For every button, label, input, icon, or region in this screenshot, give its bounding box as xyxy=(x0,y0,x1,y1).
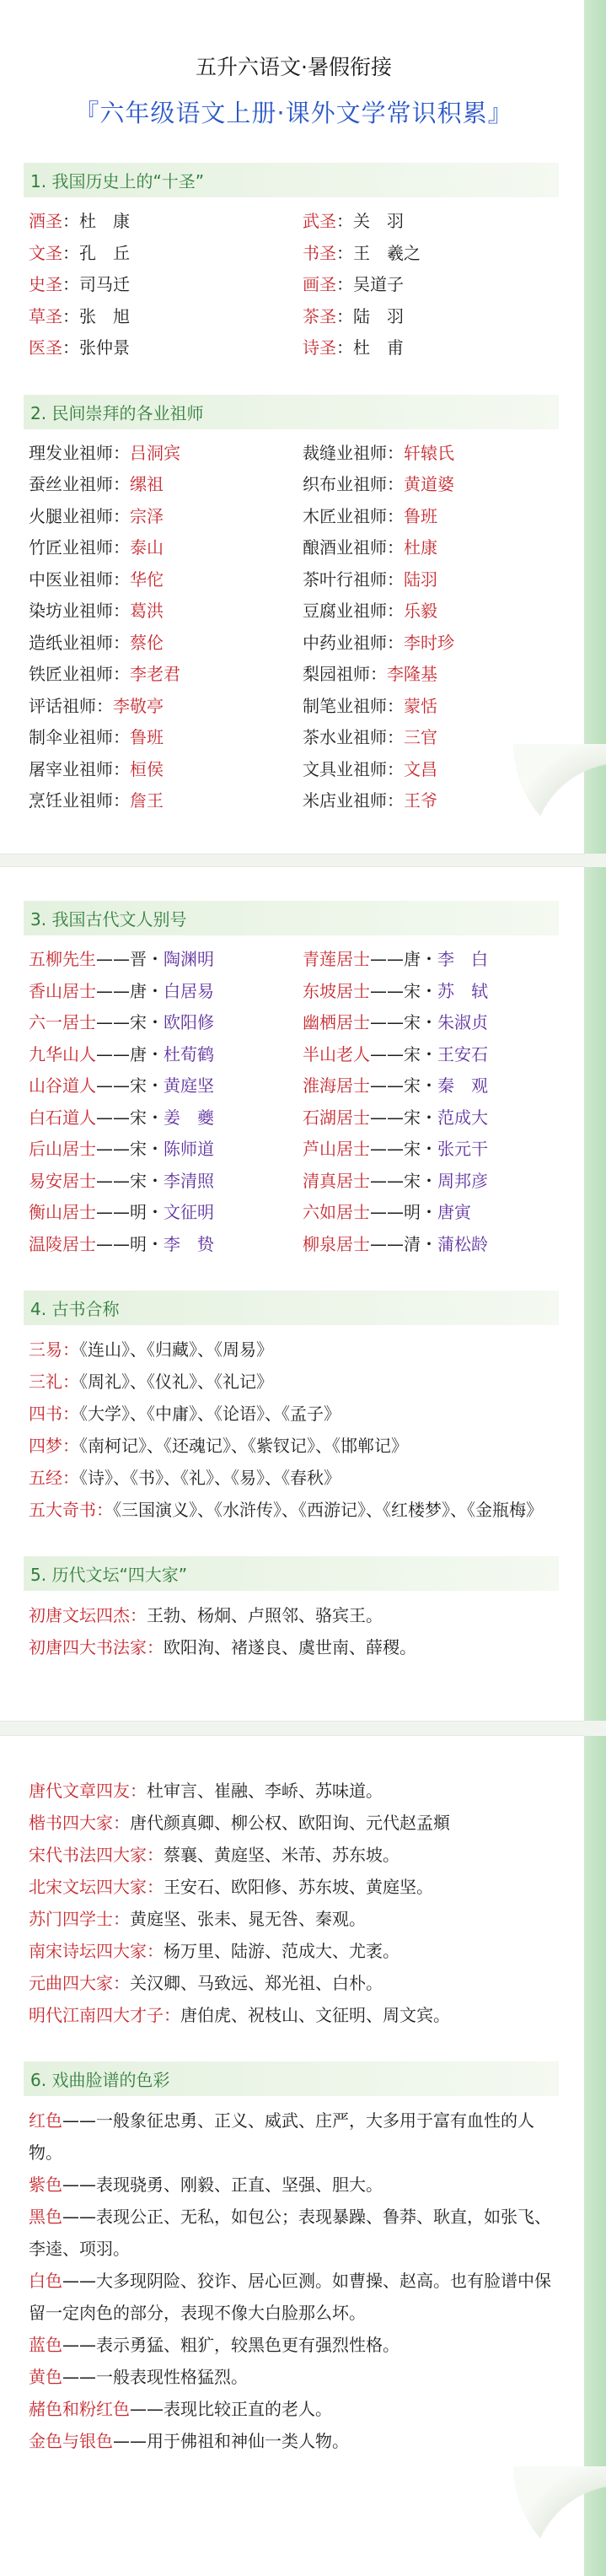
book-set-item-text: 《周礼》、《仪礼》、《礼记》 xyxy=(79,1372,273,1392)
master-item-text: 王勃、杨炯、卢照邻、骆宾王。 xyxy=(147,1605,383,1625)
sage-item-colon: ： xyxy=(62,274,79,294)
mask-color-item-label: 黑色 xyxy=(29,2207,62,2227)
book-set-item-text: 《大学》、《中庸》、《论语》、《孟子》 xyxy=(79,1404,341,1424)
pen-name-item xyxy=(303,1229,559,1261)
patriarch-item xyxy=(29,438,303,470)
patriarch-item-name: 蒙恬 xyxy=(404,695,437,716)
page-card-3 xyxy=(0,1736,584,2576)
pen-name-person: 李 白 xyxy=(437,949,488,969)
page-title: 五升六语文·暑假衔接 xyxy=(196,55,392,79)
patriarch-item-name: 李老君 xyxy=(130,664,180,684)
pen-name-dynasty: ——宋・ xyxy=(96,1139,164,1159)
pen-name-person: 李 贽 xyxy=(164,1233,214,1254)
book-set-item-label: 四书： xyxy=(29,1404,79,1424)
pen-name-label: 六如居士 xyxy=(303,1202,370,1222)
patriarch-item-name: 杜康 xyxy=(404,537,437,558)
master-item xyxy=(29,1807,559,1839)
master-item-text: 关汉卿、马致远、郑光祖、白朴。 xyxy=(130,1973,383,1993)
mask-color-item-label: 蓝色 xyxy=(29,2335,62,2355)
master-item xyxy=(29,1839,559,1871)
patriarch-item xyxy=(29,754,303,786)
patriarch-item xyxy=(29,785,303,817)
sage-item-label: 画圣 xyxy=(303,274,336,294)
master-item-text: 唐代颜真卿、柳公权、欧阳询、元代赵孟頫 xyxy=(130,1813,450,1833)
sage-item-colon: ： xyxy=(336,211,353,231)
patriarch-item-name: 泰山 xyxy=(130,537,164,558)
patriarch-item-name: 桓侯 xyxy=(130,758,164,779)
master-item-text: 蔡襄、黄庭坚、米芾、苏东坡。 xyxy=(164,1845,400,1865)
patriarch-item-name: 詹王 xyxy=(130,790,164,811)
pen-name-person: 朱淑贞 xyxy=(437,1012,488,1032)
book-set-item xyxy=(29,1366,559,1398)
pen-name-label: 半山老人 xyxy=(303,1043,370,1064)
pen-name-dynasty: ——明・ xyxy=(96,1233,164,1254)
sage-item xyxy=(303,269,559,301)
pen-name-item xyxy=(303,1197,559,1229)
pen-name-dynasty: ——清・ xyxy=(370,1233,437,1254)
patriarch-item-name: 文昌 xyxy=(404,758,437,779)
pen-name-person: 秦 观 xyxy=(437,1075,488,1096)
patriarch-item xyxy=(29,691,303,723)
book-sets-list xyxy=(29,1334,559,1526)
section-title-four-masters: 5. 历代文坛“四大家” xyxy=(24,1556,559,1591)
master-item-label: 明代江南四大才子： xyxy=(29,2005,180,2025)
master-item-label: 元曲四大家： xyxy=(29,1973,130,1993)
pen-name-label: 白石道人 xyxy=(29,1107,96,1128)
patriarch-item-name: 华佗 xyxy=(130,569,164,590)
patriarch-item-label: 裁缝业祖师： xyxy=(303,442,404,463)
pen-name-dynasty: ——唐・ xyxy=(96,1043,164,1064)
mask-color-item-label: 赭色和粉红色 xyxy=(29,2399,130,2419)
pen-name-person: 蒲松龄 xyxy=(437,1233,488,1254)
master-item-label: 南宋诗坛四大家： xyxy=(29,1941,164,1961)
pen-name-person: 苏 轼 xyxy=(437,980,488,1001)
patriarch-item-label: 烹饪业祖师： xyxy=(29,790,130,811)
patriarch-item-name: 黄道婆 xyxy=(404,474,454,494)
decorative-side-bar xyxy=(584,1736,606,2576)
mask-color-item xyxy=(29,2265,559,2329)
pen-name-label: 山谷道人 xyxy=(29,1075,96,1096)
pen-name-dynasty: ——明・ xyxy=(96,1202,164,1222)
patriarch-item xyxy=(303,564,559,596)
patriarch-item-label: 文具业祖师： xyxy=(303,758,404,779)
master-item xyxy=(29,1903,559,1935)
book-set-item xyxy=(29,1430,559,1462)
mask-color-item-label: 红色 xyxy=(29,2110,62,2131)
sage-item-name: 孔 丘 xyxy=(79,242,130,263)
patriarch-item-label: 竹匠业祖师： xyxy=(29,537,130,558)
pen-name-person: 周邦彦 xyxy=(437,1170,488,1191)
page-subtitle: 『六年级语文上册·课外文学常识积累』 xyxy=(74,99,513,127)
pen-name-dynasty: ——宋・ xyxy=(370,1012,437,1032)
book-set-item xyxy=(29,1398,559,1430)
sage-item xyxy=(303,332,559,364)
pen-name-dynasty: ——宋・ xyxy=(96,1107,164,1128)
patriarch-item xyxy=(29,659,303,691)
sage-item-name: 杜 康 xyxy=(79,211,130,231)
sage-item-name: 王 羲之 xyxy=(353,242,421,263)
pen-name-label: 后山居士 xyxy=(29,1139,96,1159)
book-set-item xyxy=(29,1462,559,1494)
pen-name-label: 淮海居士 xyxy=(303,1075,370,1096)
patriarch-item-name: 乐毅 xyxy=(404,601,437,621)
mask-color-item-label: 黄色 xyxy=(29,2367,62,2387)
pen-name-item xyxy=(29,1070,303,1102)
page-card-2 xyxy=(0,867,584,1721)
patriarch-item xyxy=(303,501,559,533)
pen-name-person: 陈师道 xyxy=(164,1139,214,1159)
pen-name-label: 石湖居士 xyxy=(303,1107,370,1128)
mask-color-item xyxy=(29,2104,559,2169)
patriarch-item-label: 梨园祖师： xyxy=(303,664,387,684)
sage-item xyxy=(303,238,559,270)
pen-name-person: 王安石 xyxy=(437,1043,488,1064)
pen-name-item xyxy=(303,1039,559,1071)
patriarch-item-name: 宗泽 xyxy=(130,505,164,526)
master-item-text: 王安石、欧阳修、苏东坡、黄庭坚。 xyxy=(164,1877,433,1897)
patriarch-item-label: 茶叶行祖师： xyxy=(303,569,404,590)
master-item-label: 苏门四学士： xyxy=(29,1909,130,1929)
book-set-item-label: 五经： xyxy=(29,1468,79,1488)
master-item xyxy=(29,1631,559,1663)
pen-name-label: 柳泉居士 xyxy=(303,1233,370,1254)
pen-name-dynasty: ——宋・ xyxy=(96,1012,164,1032)
master-item-text: 黄庭坚、张耒、晁无咎、秦观。 xyxy=(130,1909,366,1929)
master-item-label: 初唐文坛四杰： xyxy=(29,1605,147,1625)
decorative-side-bar xyxy=(584,0,606,854)
sage-item-colon: ： xyxy=(62,211,79,231)
pen-name-dynasty: ——宋・ xyxy=(370,980,437,1001)
sage-item-name: 陆 羽 xyxy=(353,305,404,326)
pen-name-person: 文征明 xyxy=(164,1202,214,1222)
sage-item-colon: ： xyxy=(336,274,353,294)
patriarch-item-label: 木匠业祖师： xyxy=(303,505,404,526)
ten-sages-list xyxy=(29,206,559,364)
patriarch-item-name: 葛洪 xyxy=(130,601,164,621)
pen-name-person: 唐寅 xyxy=(437,1202,471,1222)
patriarch-item-label: 蚕丝业祖师： xyxy=(29,474,130,494)
pen-name-person: 张元干 xyxy=(437,1139,488,1159)
book-set-item-label: 五大奇书： xyxy=(29,1500,113,1520)
book-set-item-label: 三易： xyxy=(29,1339,79,1360)
pen-name-dynasty: ——宋・ xyxy=(370,1043,437,1064)
patriarch-item xyxy=(29,722,303,754)
pen-name-item xyxy=(303,1102,559,1134)
pen-name-item xyxy=(303,1166,559,1198)
patriarch-item xyxy=(303,469,559,501)
master-item-label: 宋代书法四大家： xyxy=(29,1845,164,1865)
four-masters-list xyxy=(29,1599,559,1663)
master-item-label: 唐代文章四友： xyxy=(29,1781,147,1801)
mask-color-item xyxy=(29,2169,559,2201)
book-set-item xyxy=(29,1334,559,1366)
sage-item-colon: ： xyxy=(62,242,79,263)
mask-color-item-text: ——表现公正、无私，如包公；表现暴躁、鲁莽、耿直，如张飞、李逵、项羽。 xyxy=(29,2207,551,2259)
master-item xyxy=(29,1967,559,1999)
pen-name-label: 易安居士 xyxy=(29,1170,96,1191)
patriarch-item xyxy=(29,501,303,533)
pen-name-item xyxy=(29,1007,303,1039)
patriarch-item xyxy=(303,438,559,470)
pen-name-dynasty: ——唐・ xyxy=(370,949,437,969)
sage-item-label: 书圣 xyxy=(303,242,336,263)
pen-name-label: 九华山人 xyxy=(29,1043,96,1064)
pen-name-dynasty: ——宋・ xyxy=(370,1170,437,1191)
pen-name-item xyxy=(303,976,559,1008)
decorative-side-bar xyxy=(584,867,606,1721)
master-item-text: 杜审言、崔融、李峤、苏味道。 xyxy=(147,1781,383,1801)
mask-color-item-label: 紫色 xyxy=(29,2175,62,2195)
pen-name-person: 白居易 xyxy=(164,980,214,1001)
master-item-text: 杨万里、陆游、范成大、尤袤。 xyxy=(164,1941,400,1961)
master-item-text: 欧阳洵、褚遂良、虞世南、薛稷。 xyxy=(164,1637,416,1657)
sage-item-colon: ： xyxy=(336,242,353,263)
sage-item-label: 草圣 xyxy=(29,305,62,326)
pen-name-label: 青莲居士 xyxy=(303,949,370,969)
patriarch-item-label: 制伞业祖师： xyxy=(29,727,130,747)
pen-name-item xyxy=(29,1134,303,1166)
section-title-opera-masks: 6. 戏曲脸谱的色彩 xyxy=(24,2061,559,2096)
patriarch-item-name: 鲁班 xyxy=(404,505,437,526)
pen-name-dynasty: ——宋・ xyxy=(96,1075,164,1096)
pen-name-dynasty: ——宋・ xyxy=(370,1139,437,1159)
mask-color-item-text: ——表示勇猛、粗犷，较黑色更有强烈性格。 xyxy=(62,2335,400,2355)
patriarch-item xyxy=(303,595,559,628)
book-set-item-label: 四梦： xyxy=(29,1436,79,1456)
pen-name-item xyxy=(29,1197,303,1229)
pen-name-item xyxy=(29,1166,303,1198)
patriarch-item-name: 缧祖 xyxy=(130,474,164,494)
master-item xyxy=(29,1871,559,1903)
opera-mask-colors-list xyxy=(29,2104,559,2457)
master-item xyxy=(29,1935,559,1967)
mask-color-item xyxy=(29,2393,559,2425)
master-item xyxy=(29,1599,559,1631)
book-set-item-label: 三礼： xyxy=(29,1372,79,1392)
sage-item-label: 茶圣 xyxy=(303,305,336,326)
mask-color-item-text: ——一般象征忠勇、正义、威武、庄严，大多用于富有血性的人物。 xyxy=(29,2110,534,2163)
sage-item-name: 关 羽 xyxy=(353,211,404,231)
sage-item-colon: ： xyxy=(62,305,79,326)
patriarch-item-label: 火腿业祖师： xyxy=(29,505,130,526)
pen-name-dynasty: ——晋・ xyxy=(96,949,164,969)
pen-name-person: 黄庭坚 xyxy=(164,1075,214,1096)
master-item xyxy=(29,1775,559,1807)
pen-name-label: 香山居士 xyxy=(29,980,96,1001)
sage-item-name: 吴道子 xyxy=(353,274,404,294)
pen-name-label: 幽栖居士 xyxy=(303,1012,370,1032)
pen-name-label: 五柳先生 xyxy=(29,949,96,969)
mask-color-item-label: 金色与银色 xyxy=(29,2431,113,2451)
sage-item-colon: ： xyxy=(62,337,79,358)
section-title-pen-names: 3. 我国古代文人别号 xyxy=(24,901,559,935)
sage-item xyxy=(29,269,303,301)
master-item-label: 北宋文坛四大家： xyxy=(29,1877,164,1897)
pen-name-label: 衡山居士 xyxy=(29,1202,96,1222)
pen-name-item xyxy=(29,1229,303,1261)
sage-item-label: 诗圣 xyxy=(303,337,336,358)
patriarch-item-name: 三官 xyxy=(404,727,437,747)
pen-name-person: 陶渊明 xyxy=(164,949,214,969)
master-item-label: 初唐四大书法家： xyxy=(29,1637,164,1657)
pen-name-dynasty: ——宋・ xyxy=(96,1170,164,1191)
patriarch-item xyxy=(303,659,559,691)
pen-name-item xyxy=(29,944,303,976)
pen-name-item xyxy=(29,1102,303,1134)
patriarch-item-name: 李隆基 xyxy=(387,664,437,684)
sage-item-label: 医圣 xyxy=(29,337,62,358)
patriarch-item-label: 米店业祖师： xyxy=(303,790,404,811)
book-set-item-text: 《连山》、《归藏》、《周易》 xyxy=(79,1339,273,1360)
patriarch-item-name: 陆羽 xyxy=(404,569,437,590)
sage-item-label: 武圣 xyxy=(303,211,336,231)
sage-item xyxy=(29,206,303,238)
book-set-item xyxy=(29,1494,559,1526)
patriarch-item-label: 织布业祖师： xyxy=(303,474,404,494)
pen-name-dynasty: ——唐・ xyxy=(96,980,164,1001)
patriarch-item-label: 染坊业祖师： xyxy=(29,601,130,621)
pen-name-person: 范成大 xyxy=(437,1107,488,1128)
pen-name-label: 东坡居士 xyxy=(303,980,370,1001)
patriarchs-list xyxy=(29,438,559,817)
patriarch-item xyxy=(29,595,303,628)
sage-item xyxy=(29,301,303,333)
patriarch-item-label: 豆腐业祖师： xyxy=(303,601,404,621)
patriarch-item xyxy=(303,691,559,723)
patriarch-item-name: 蔡伦 xyxy=(130,632,164,653)
pen-name-label: 六一居士 xyxy=(29,1012,96,1032)
patriarch-item xyxy=(29,564,303,596)
patriarch-item-name: 王爷 xyxy=(404,790,437,811)
sage-item xyxy=(29,238,303,270)
mask-color-item-text: ——用于佛祖和神仙一类人物。 xyxy=(113,2431,349,2451)
patriarch-item-label: 制笔业祖师： xyxy=(303,695,404,716)
sage-item-colon: ： xyxy=(336,305,353,326)
sage-item-colon: ： xyxy=(336,337,353,358)
mask-color-item xyxy=(29,2329,559,2361)
section-title-ten-sages: 1. 我国历史上的“十圣” xyxy=(24,163,559,197)
patriarch-item-label: 中药业祖师： xyxy=(303,632,404,653)
pen-name-label: 芦山居士 xyxy=(303,1139,370,1159)
pen-name-person: 姜 夔 xyxy=(164,1107,214,1128)
patriarch-item xyxy=(303,785,559,817)
patriarch-item-label: 屠宰业祖师： xyxy=(29,758,130,779)
mask-color-item-text: ——一般表现性格猛烈。 xyxy=(62,2367,248,2387)
sage-item-name: 司马迁 xyxy=(79,274,130,294)
mask-color-item-text: ——大多现阴险、狡诈、居心叵测。如曹操、赵高。也有脸谱中保留一定肉色的部分，表现不像大白脸那么坏。 xyxy=(29,2271,551,2323)
patriarch-item-name: 鲁班 xyxy=(130,727,164,747)
pen-name-item xyxy=(303,1070,559,1102)
patriarch-item-name: 吕洞宾 xyxy=(130,442,180,463)
patriarch-item-label: 评话祖师： xyxy=(29,695,113,716)
mask-color-item xyxy=(29,2425,559,2457)
pen-name-label: 温陵居士 xyxy=(29,1233,96,1254)
section-title-book-sets: 4. 古书合称 xyxy=(24,1291,559,1325)
four-masters-list-continued xyxy=(29,1775,559,2031)
patriarch-item xyxy=(303,628,559,660)
mask-color-item-text: ——表现骁勇、刚毅、正直、坚强、胆大。 xyxy=(62,2175,383,2195)
patriarch-item-label: 中医业祖师： xyxy=(29,569,130,590)
patriarch-item-name: 李时珍 xyxy=(404,632,454,653)
patriarch-item-name: 李敬亭 xyxy=(113,695,164,716)
mask-color-item xyxy=(29,2201,559,2265)
sage-item xyxy=(29,332,303,364)
pen-name-label: 清真居士 xyxy=(303,1170,370,1191)
sage-item xyxy=(303,206,559,238)
pen-name-item xyxy=(29,1039,303,1071)
pen-name-person: 李清照 xyxy=(164,1170,214,1191)
book-set-item-text: 《三国演义》、《水浒传》、《西游记》、《红楼梦》、《金瓶梅》 xyxy=(113,1500,543,1520)
pen-name-dynasty: ——明・ xyxy=(370,1202,437,1222)
sage-item-name: 张仲景 xyxy=(79,337,130,358)
pen-name-person: 杜荀鹤 xyxy=(164,1043,214,1064)
pen-name-dynasty: ——宋・ xyxy=(370,1107,437,1128)
patriarch-item xyxy=(29,628,303,660)
mask-color-item xyxy=(29,2361,559,2393)
patriarch-item xyxy=(303,532,559,564)
sage-item-label: 史圣 xyxy=(29,274,62,294)
master-item-text: 唐伯虎、祝枝山、文征明、周文宾。 xyxy=(180,2005,450,2025)
book-set-item-text: 《南柯记》、《还魂记》、《紫钗记》、《邯郸记》 xyxy=(79,1436,408,1456)
patriarch-item-label: 造纸业祖师： xyxy=(29,632,130,653)
mask-color-item-label: 白色 xyxy=(29,2271,62,2291)
patriarch-item-label: 茶水业祖师： xyxy=(303,727,404,747)
master-item xyxy=(29,1999,559,2031)
pen-name-item xyxy=(303,1007,559,1039)
section-title-patriarchs: 2. 民间崇拜的各业祖师 xyxy=(24,395,559,429)
book-set-item-text: 《诗》、《书》、《礼》、《易》、《春秋》 xyxy=(79,1468,341,1488)
page-card-1 xyxy=(0,0,584,854)
sage-item-label: 文圣 xyxy=(29,242,62,263)
pen-name-item xyxy=(303,944,559,976)
pen-name-dynasty: ——宋・ xyxy=(370,1075,437,1096)
sage-item xyxy=(303,301,559,333)
sage-item-name: 张 旭 xyxy=(79,305,130,326)
pen-name-item xyxy=(29,976,303,1008)
master-item-label: 楷书四大家： xyxy=(29,1813,130,1833)
pen-names-list xyxy=(29,944,559,1260)
patriarch-item xyxy=(29,469,303,501)
patriarch-item-label: 酿酒业祖师： xyxy=(303,537,404,558)
pen-name-person: 欧阳修 xyxy=(164,1012,214,1032)
patriarch-item-label: 铁匠业祖师： xyxy=(29,664,130,684)
mask-color-item-text: ——表现比较正直的老人。 xyxy=(130,2399,332,2419)
patriarch-item xyxy=(29,532,303,564)
patriarch-item-name: 轩辕氏 xyxy=(404,442,454,463)
sage-item-label: 酒圣 xyxy=(29,211,62,231)
sage-item-name: 杜 甫 xyxy=(353,337,404,358)
pen-name-item xyxy=(303,1134,559,1166)
patriarch-item-label: 理发业祖师： xyxy=(29,442,130,463)
